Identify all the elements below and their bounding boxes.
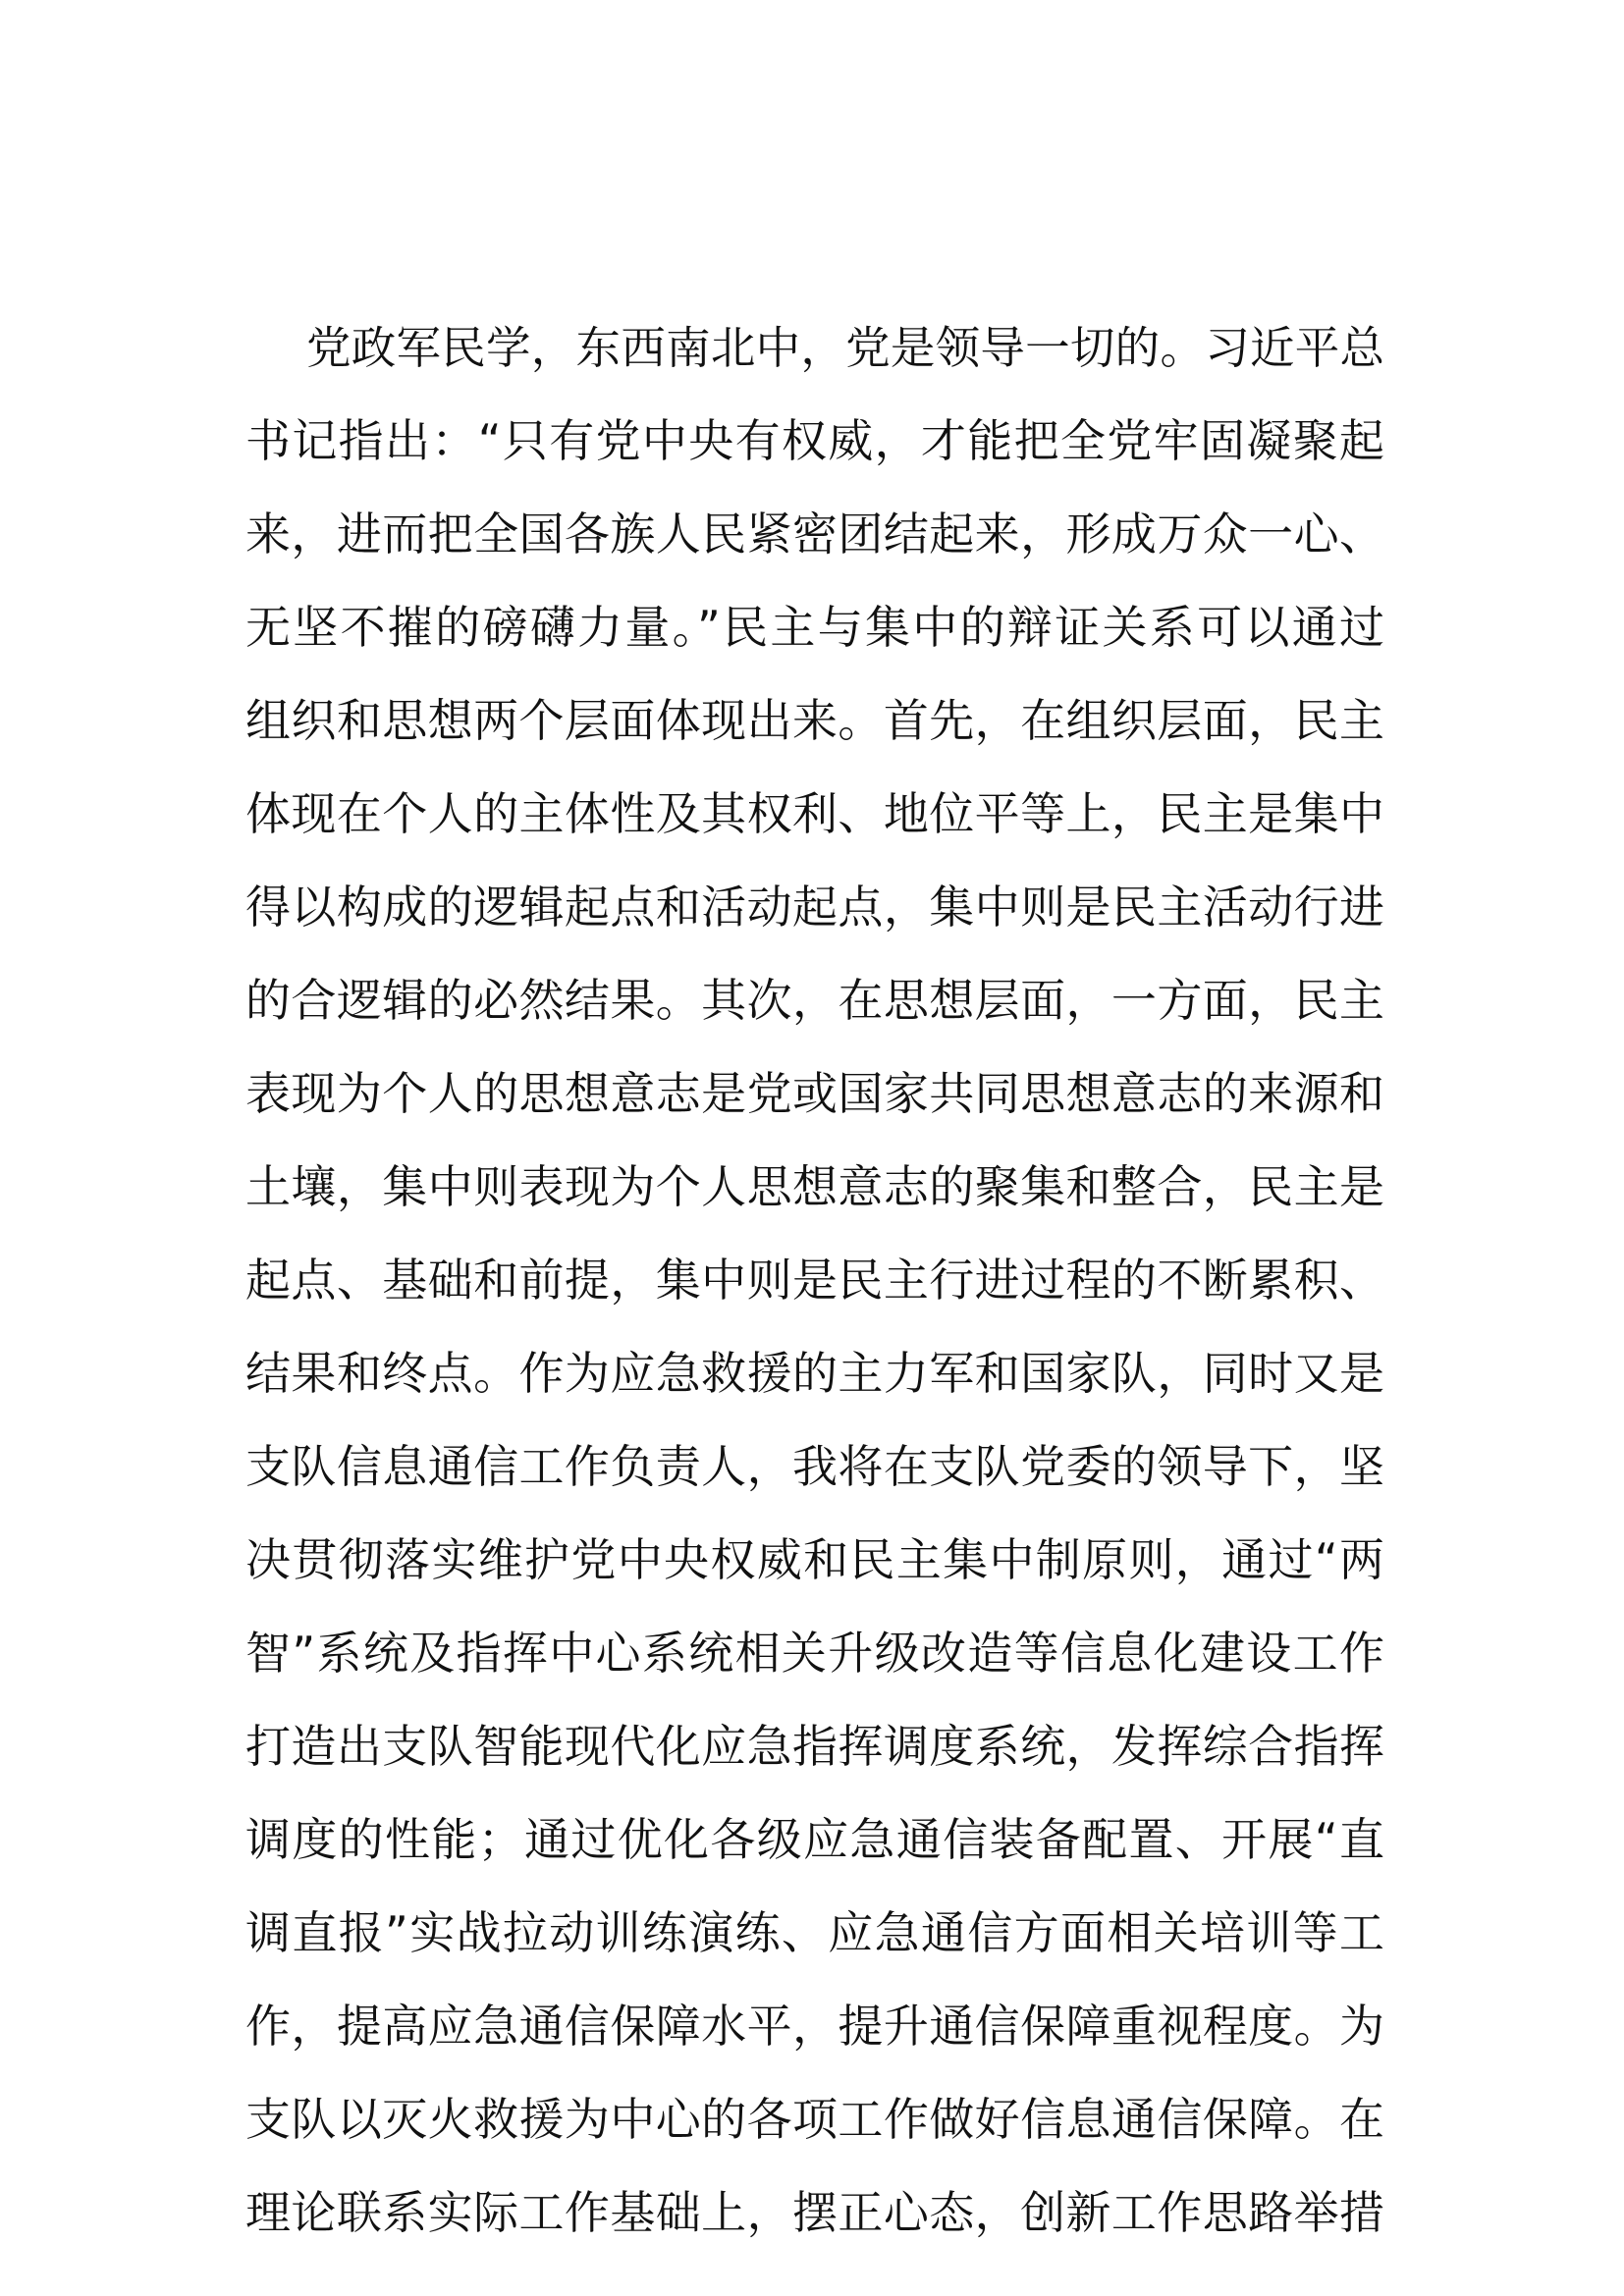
body-paragraph	[245, 301, 1384, 2260]
paragraph-line: 决贯彻落实维护党中央权威和民主集中制原则，通过“两	[245, 1533, 1384, 1586]
paragraph-line: 组织和思想两个层面体现出来。首先，在组织层面，民主	[245, 694, 1384, 747]
paragraph-line: 调度的性能；通过优化各级应急通信装备配置、开展“直	[245, 1813, 1384, 1866]
paragraph-line: 理论联系实际工作基础上，摆正心态，创新工作思路举措	[245, 2186, 1384, 2239]
paragraph-line: 的合逻辑的必然结果。其次，在思想层面，一方面，民主	[245, 974, 1384, 1027]
paragraph-line: 土壤，集中则表现为个人思想意志的聚集和整合，民主是	[245, 1160, 1384, 1213]
paragraph-line: 支队信息通信工作负责人，我将在支队党委的领导下，坚	[245, 1440, 1384, 1493]
paragraph-line: 打造出支队智能现代化应急指挥调度系统，发挥综合指挥	[245, 1720, 1384, 1773]
paragraph-line: 结果和终点。作为应急救援的主力军和国家队，同时又是	[245, 1347, 1384, 1400]
paragraph-line: 调直报”实战拉动训练演练、应急通信方面相关培训等工	[245, 1906, 1384, 1959]
paragraph-line: 无坚不摧的磅礴力量。”民主与集中的辩证关系可以通过	[245, 601, 1384, 654]
paragraph-line: 得以构成的逻辑起点和活动起点，集中则是民主活动行进	[245, 881, 1384, 934]
paragraph-line: 体现在个人的主体性及其权利、地位平等上，民主是集中	[245, 787, 1384, 840]
paragraph-line: 书记指出：“只有党中央有权威，才能把全党牢固凝聚起	[245, 414, 1384, 467]
paragraph-line: 起点、基础和前提，集中则是民主行进过程的不断累积、	[245, 1254, 1384, 1307]
paragraph-line: 作，提高应急通信保障水平，提升通信保障重视程度。为	[245, 2000, 1384, 2053]
paragraph-line: 来，进而把全国各族人民紧密团结起来，形成万众一心、	[245, 507, 1384, 561]
paragraph-line: 支队以灭火救援为中心的各项工作做好信息通信保障。在	[245, 2093, 1384, 2146]
paragraph-line: 表现为个人的思想意志是党或国家共同思想意志的来源和	[245, 1067, 1384, 1120]
paragraph-line: 智”系统及指挥中心系统相关升级改造等信息化建设工作	[245, 1627, 1384, 1680]
paragraph-line: 党政军民学，东西南北中，党是领导一切的。习近平总	[306, 322, 1384, 374]
